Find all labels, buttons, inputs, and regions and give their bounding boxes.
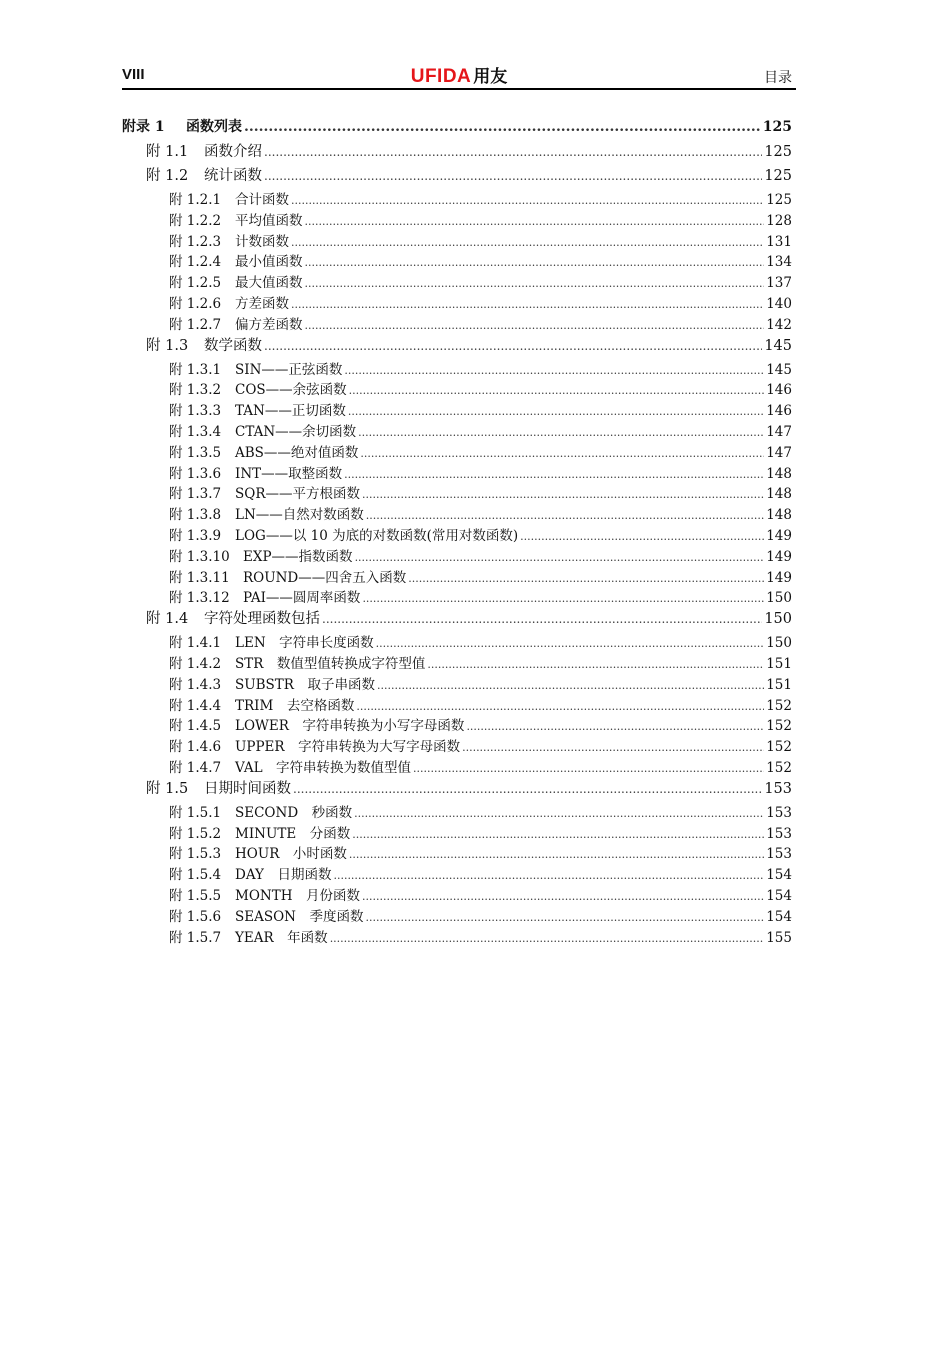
toc-entry[interactable]: [122, 358, 792, 379]
toc-leader-dots: [305, 256, 765, 269]
brand-name-cn: 用友: [473, 67, 508, 86]
toc-entry-title: LEN 字符串长度函数: [235, 635, 374, 652]
toc-leader-dots: [365, 911, 764, 924]
toc-entry[interactable]: [122, 230, 792, 251]
toc-entry-number: 附 1.5.4: [169, 867, 222, 884]
toc-entry-title: 偏方差函数: [235, 316, 303, 333]
toc-entry-number: 附 1.4.5: [169, 718, 222, 735]
toc-entry[interactable]: [122, 801, 792, 822]
toc-entry[interactable]: [122, 607, 792, 631]
toc-entry-title: 字符处理函数包括: [204, 611, 320, 628]
toc-entry-title: 函数列表: [186, 119, 242, 135]
toc-entry-number: 附 1.3.12: [169, 590, 230, 607]
toc-entry-title: LN——自然对数函数: [235, 507, 364, 524]
toc-leader-dots: [362, 488, 764, 501]
toc-entry[interactable]: [122, 631, 792, 652]
toc-leader-dots: [291, 236, 764, 249]
toc-entry[interactable]: [122, 863, 792, 884]
toc-entry[interactable]: [122, 399, 792, 420]
toc-entry[interactable]: [122, 566, 792, 587]
toc-entry-title: MONTH 月份函数: [235, 887, 360, 904]
toc-entry-title: YEAR 年函数: [235, 929, 328, 946]
toc-leader-dots: [408, 572, 764, 585]
toc-entry[interactable]: [122, 777, 792, 801]
toc-entry-page: 151: [766, 655, 792, 672]
toc-entry[interactable]: [122, 524, 792, 545]
toc-entry-page: 152: [766, 739, 792, 756]
toc-leader-dots: [291, 194, 764, 207]
toc-leader-dots: [293, 782, 762, 796]
toc-entry-title: ROUND——四舍五入函数: [243, 569, 407, 586]
toc-leader-dots: [333, 869, 764, 882]
toc-entry-page: 148: [766, 507, 792, 524]
toc-entry[interactable]: [122, 164, 792, 188]
toc-leader-dots: [264, 169, 762, 183]
toc-entry[interactable]: [122, 482, 792, 503]
toc-entry-title: 合计函数: [235, 192, 289, 208]
brand-logo: [122, 62, 796, 88]
toc-entry-number: 附 1.5.3: [169, 846, 222, 863]
toc-entry-page: 149: [766, 527, 792, 544]
toc-entry-title: COS——余弦函数: [235, 382, 347, 399]
toc-entry-title: TAN——正切函数: [235, 403, 346, 420]
toc-entry-title: DAY 日期函数: [235, 867, 332, 884]
toc-leader-dots: [330, 932, 765, 945]
toc-entry[interactable]: [122, 292, 792, 313]
toc-entry-number: 附 1.4.3: [169, 676, 222, 693]
toc-entry-number: 附 1.4.4: [169, 697, 222, 714]
toc-entry-title: INT——取整函数: [235, 465, 343, 482]
toc-entry-page: 153: [764, 780, 792, 797]
toc-entry-page: 125: [764, 168, 792, 184]
toc-leader-dots: [344, 468, 764, 481]
toc-entry[interactable]: [122, 188, 792, 209]
toc-entry-number: 附 1.5: [146, 780, 189, 797]
toc-entry-title: UPPER 字符串转换为大写字母函数: [235, 739, 461, 756]
toc-leader-dots: [264, 145, 762, 159]
toc-leader-dots: [356, 700, 764, 713]
toc-entry[interactable]: [122, 735, 792, 756]
toc-entry[interactable]: [122, 441, 792, 462]
toc-entry[interactable]: [122, 462, 792, 483]
toc-leader-dots: [362, 592, 764, 605]
toc-entry-number: 附 1.2.2: [169, 212, 222, 229]
toc-entry[interactable]: [122, 545, 792, 566]
toc-entry-number: 附 1.4.7: [169, 759, 222, 776]
toc-entry-number: 附 1.2.5: [169, 275, 222, 292]
toc-entry-number: 附 1.3.6: [169, 465, 222, 482]
toc-entry-number: 附 1.3.9: [169, 527, 222, 544]
toc-leader-dots: [377, 679, 764, 692]
toc-entry-title: SIN——正弦函数: [235, 361, 343, 378]
toc-entry-page: 150: [764, 611, 792, 628]
toc-entry-page: 154: [766, 908, 792, 925]
toc-entry[interactable]: [122, 378, 792, 399]
toc-entry[interactable]: [122, 652, 792, 673]
toc-entry-title: 统计函数: [204, 168, 262, 184]
toc-entry-title: STR 数值型值转换成字符型值: [235, 655, 426, 672]
toc-entry[interactable]: [122, 140, 792, 164]
toc-entry-page: 146: [766, 403, 792, 420]
toc-entry-title: SEASON 季度函数: [235, 908, 364, 925]
page-number: VIII: [122, 66, 145, 83]
toc-entry[interactable]: [122, 209, 792, 230]
toc-entry-title: 日期时间函数: [204, 780, 291, 797]
toc-leader-dots: [376, 637, 765, 650]
toc-entry[interactable]: [122, 271, 792, 292]
toc-entry-title: SQR——平方根函数: [235, 486, 360, 503]
toc-leader-dots: [355, 551, 765, 564]
toc-leader-dots: [344, 364, 764, 377]
toc-entry-title: ABS——绝对值函数: [235, 444, 359, 461]
toc-entry-page: 125: [764, 144, 792, 160]
toc-entry-title: 方差函数: [235, 295, 289, 312]
toc-entry-title: SECOND 秒函数: [235, 804, 353, 821]
toc-entry-number: 附 1.3.4: [169, 423, 222, 440]
toc-entry-page: 137: [766, 275, 792, 292]
toc-entry-page: 150: [766, 590, 792, 607]
toc-entry-title: 平均值函数: [235, 212, 303, 229]
toc-entry-page: 134: [766, 254, 792, 271]
toc-entry[interactable]: [122, 334, 792, 358]
toc-leader-dots: [466, 720, 764, 733]
toc-leader-dots: [349, 848, 764, 861]
toc-entry-page: 148: [766, 486, 792, 503]
toc-entry[interactable]: [122, 926, 792, 947]
toc-entry-page: 154: [766, 887, 792, 904]
toc-entry-title: 最小值函数: [235, 254, 303, 271]
toc-entry-number: 附 1.5.1: [169, 804, 222, 821]
toc-entry-title: VAL 字符串转换为数值型值: [235, 759, 412, 776]
toc-entry-page: 152: [766, 718, 792, 735]
toc-leader-dots: [427, 658, 764, 671]
toc-entry-number: 附 1.2.6: [169, 295, 222, 312]
toc-entry-title: 最大值函数: [235, 275, 303, 292]
toc-entry-number: 附 1.3.2: [169, 382, 222, 399]
toc-entry[interactable]: [122, 842, 792, 863]
toc-leader-dots: [366, 509, 764, 522]
toc-entry-page: 145: [764, 337, 792, 354]
toc-entry-page: 131: [766, 233, 792, 250]
toc-entry-page: 155: [766, 929, 792, 946]
toc-entry[interactable]: [122, 503, 792, 524]
toc-entry-page: 149: [766, 569, 792, 586]
section-title: 目录: [764, 70, 792, 86]
toc-entry[interactable]: [122, 756, 792, 777]
toc-entry-page: 153: [766, 846, 792, 863]
toc-entry-page: 152: [766, 759, 792, 776]
toc-entry-page: 148: [766, 465, 792, 482]
toc-entry-page: 125: [762, 119, 792, 135]
toc-entry-number: 附 1.2.4: [169, 254, 222, 271]
toc-entry[interactable]: [122, 586, 792, 607]
toc-entry-title: 函数介绍: [204, 144, 262, 160]
toc-entry-number: 附 1.4: [146, 611, 189, 628]
toc-entry-number: 附录 1: [122, 119, 165, 135]
toc-leader-dots: [462, 741, 764, 754]
toc-leader-dots: [352, 828, 764, 841]
toc-leader-dots: [244, 119, 761, 135]
toc-leader-dots: [322, 612, 762, 626]
toc-entry-page: 142: [766, 316, 792, 333]
toc-entry-number: 附 1.4.6: [169, 739, 222, 756]
toc-entry-number: 附 1.2.3: [169, 233, 222, 250]
toc-entry[interactable]: [122, 822, 792, 843]
toc-leader-dots: [362, 890, 764, 903]
toc-leader-dots: [349, 384, 765, 397]
toc-entry[interactable]: [122, 420, 792, 441]
toc-entry-title: CTAN——余切函数: [235, 423, 357, 440]
toc-entry-number: 附 1.3.10: [169, 548, 230, 565]
toc-leader-dots: [358, 426, 764, 439]
toc-entry-title: 数学函数: [204, 337, 262, 354]
toc-entry-page: 153: [766, 804, 792, 821]
table-of-contents: [122, 114, 792, 946]
toc-entry-number: 附 1.5.7: [169, 929, 222, 946]
toc-entry-title: EXP——指数函数: [243, 548, 353, 565]
toc-entry-number: 附 1.3.11: [169, 569, 230, 586]
toc-entry-page: 145: [766, 361, 792, 378]
toc-entry-title: HOUR 小时函数: [235, 846, 347, 863]
toc-entry-title: MINUTE 分函数: [235, 825, 351, 842]
toc-entry-title: LOG——以 10 为底的对数函数(常用对数函数): [235, 527, 519, 544]
toc-entry-title: PAI——圆周率函数: [243, 590, 361, 607]
toc-entry-number: 附 1.3.3: [169, 403, 222, 420]
toc-leader-dots: [413, 762, 764, 775]
toc-entry-page: 150: [766, 635, 792, 652]
toc-leader-dots: [360, 447, 764, 460]
toc-entry[interactable]: [122, 313, 792, 334]
toc-entry-title: TRIM 去空格函数: [235, 697, 355, 714]
toc-entry-number: 附 1.5.6: [169, 908, 222, 925]
toc-entry-page: 152: [766, 697, 792, 714]
toc-entry-page: 128: [766, 212, 792, 229]
toc-entry-number: 附 1.3.8: [169, 507, 222, 524]
toc-entry-title: 计数函数: [235, 233, 289, 250]
toc-entry[interactable]: [122, 714, 792, 735]
toc-entry-page: 153: [766, 825, 792, 842]
toc-entry-number: 附 1.2.1: [169, 192, 222, 208]
toc-entry-number: 附 1.3.7: [169, 486, 222, 503]
toc-entry[interactable]: [122, 694, 792, 715]
brand-name: UFIDA: [410, 66, 472, 87]
toc-leader-dots: [264, 339, 762, 353]
toc-entry-number: 附 1.2.7: [169, 316, 222, 333]
toc-entry-number: 附 1.3.5: [169, 444, 222, 461]
toc-entry[interactable]: [122, 116, 792, 140]
toc-entry-page: 125: [766, 192, 792, 208]
toc-entry[interactable]: [122, 905, 792, 926]
toc-entry-number: 附 1.4.1: [169, 635, 222, 652]
toc-leader-dots: [348, 405, 764, 418]
toc-entry-number: 附 1.5.5: [169, 887, 222, 904]
toc-entry-page: 151: [766, 676, 792, 693]
toc-entry-page: 154: [766, 867, 792, 884]
toc-entry-number: 附 1.3: [146, 337, 189, 354]
toc-entry-page: 140: [766, 295, 792, 312]
toc-entry[interactable]: [122, 250, 792, 271]
toc-entry-page: 146: [766, 382, 792, 399]
toc-leader-dots: [520, 530, 764, 543]
toc-entry-number: 附 1.2: [146, 168, 189, 184]
toc-entry[interactable]: [122, 673, 792, 694]
toc-leader-dots: [291, 298, 764, 311]
toc-entry[interactable]: [122, 884, 792, 905]
toc-leader-dots: [305, 277, 765, 290]
toc-entry-number: 附 1.3.1: [169, 361, 222, 378]
toc-entry-number: 附 1.5.2: [169, 825, 222, 842]
toc-leader-dots: [305, 215, 765, 228]
toc-entry-page: 149: [766, 548, 792, 565]
toc-leader-dots: [354, 807, 764, 820]
toc-entry-number: 附 1.4.2: [169, 655, 222, 672]
toc-entry-title: LOWER 字符串转换为小写字母函数: [235, 718, 465, 735]
toc-entry-page: 147: [766, 444, 792, 461]
toc-entry-page: 147: [766, 423, 792, 440]
page-header: [122, 62, 796, 90]
toc-entry-number: 附 1.1: [146, 144, 189, 160]
toc-leader-dots: [305, 319, 765, 332]
toc-entry-title: SUBSTR 取子串函数: [235, 676, 375, 693]
